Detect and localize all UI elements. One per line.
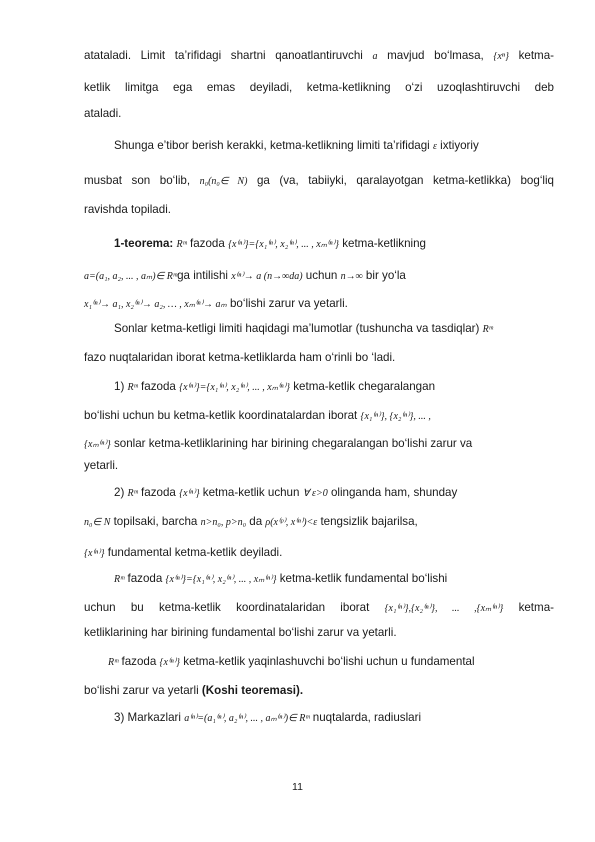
text-span: fazo nuqtalaridan iborat ketma-ketliklarda ham o‘rinli bo ‘ladi.	[84, 351, 396, 364]
text-span: sonlar ketma-ketliklarining har birining chegaralangan bo‘lishi zarur va	[110, 437, 473, 450]
math-expression: Rᵐ	[114, 574, 125, 585]
math-expression: n>n₀, p>n₀	[200, 517, 247, 528]
text-line	[84, 48, 554, 64]
text-span: mavjud bo‘lmasa,	[377, 49, 494, 62]
text-span: bo‘lishi zarur va yetarli	[84, 684, 202, 697]
text-line	[84, 683, 554, 698]
text-span: tengsizlik bajarilsa,	[317, 515, 418, 528]
text-line	[84, 458, 554, 473]
math-expression: ∀ ε>0	[302, 488, 328, 499]
text-span: da	[246, 515, 266, 528]
page-number: 11	[292, 781, 303, 793]
text-span: ketma-ketlik chegaralangan	[290, 380, 436, 393]
math-expression: Rᵐ	[482, 324, 493, 335]
text-line	[84, 296, 554, 312]
text-line	[84, 173, 554, 189]
text-span: fundamental ketma-ketlik deyiladi.	[104, 546, 283, 559]
text-span: ketma-	[508, 49, 555, 62]
text-span: atataladi. Limit ta’rifidagi shartni qanoatlantiruvchi	[84, 49, 373, 62]
text-span: fazoda	[186, 237, 229, 250]
text-span: Sonlar ketma-ketligi limiti haqidagi ma’lumotlar (tushuncha va tasdiqlar)	[114, 322, 483, 335]
math-expression: n₀∈ N	[84, 517, 111, 528]
text-line	[84, 408, 554, 424]
text-span: ketlik limitga ega emas deyiladi, ketma-ketlikning o‘zi uzoqlashtiruvchi deb	[84, 81, 554, 94]
math-expression: {x⁽ⁿ⁾}	[159, 657, 181, 668]
math-expression: x⁽ⁿ⁾→ a (n→∞da)	[231, 271, 303, 282]
text-span: ketma-	[503, 601, 554, 614]
text-span: uchun bu ketma-ketlik koordinatalaridan iborat	[84, 601, 385, 614]
math-expression: {x⁽ⁿ⁾}	[84, 548, 105, 559]
text-line	[114, 138, 554, 154]
math-expression: Rᵐ	[127, 488, 138, 499]
text-line	[114, 485, 554, 501]
text-line	[84, 106, 554, 121]
text-line	[114, 710, 554, 726]
text-span: ixtiyoriy	[436, 139, 479, 152]
text-line	[114, 236, 554, 252]
math-expression: a	[372, 51, 378, 62]
text-line	[84, 268, 554, 284]
math-expression: {x₁⁽ⁿ⁾}, {x₂⁽ⁿ⁾}, ... ,	[360, 411, 431, 422]
math-expression: {x⁽ⁿ⁾}={x₁⁽ⁿ⁾, x₂⁽ⁿ⁾, ... , xₘ⁽ⁿ⁾}	[165, 574, 277, 585]
text-span: fazoda	[137, 486, 180, 499]
text-span: uchun	[302, 269, 341, 282]
text-line	[114, 379, 554, 395]
math-expression: ε	[432, 141, 437, 152]
text-span: ga intilishi	[177, 269, 232, 282]
text-line	[84, 436, 554, 452]
text-line	[84, 625, 554, 640]
text-span: 2)	[114, 486, 128, 499]
text-line	[114, 321, 554, 337]
text-span: ravishda topiladi.	[84, 203, 172, 216]
text-span: topilsaki, barcha	[110, 515, 201, 528]
text-span: ketma-ketlik yaqinlashuvchi bo‘lishi uchun u fundamental	[180, 655, 475, 668]
math-expression: {x⁽ⁿ⁾}={x₁⁽ⁿ⁾, x₂⁽ⁿ⁾, ... , xₘ⁽ⁿ⁾}	[179, 382, 291, 393]
text-span: ga (va, tabiiyki, qaralayotgan ketma-ketlikka) bog‘liq	[247, 174, 555, 187]
math-expression: x₁⁽ⁿ⁾→ a₁, x₂⁽ⁿ⁾→ a₂, … , xₘ⁽ⁿ⁾→ aₘ	[84, 299, 227, 310]
math-expression: {x⁽ⁿ⁾}={x₁⁽ⁿ⁾, x₂⁽ⁿ⁾, ... , xₘ⁽ⁿ⁾}	[228, 239, 339, 250]
math-expression: {xₘ⁽ⁿ⁾}	[84, 439, 111, 450]
text-span: 1-teorema:	[114, 237, 174, 250]
text-line	[84, 545, 554, 561]
text-span: bo‘lishi zarur va yetarli.	[226, 297, 348, 310]
text-span: 1)	[114, 380, 128, 393]
math-expression: Rᵐ	[127, 382, 138, 393]
text-span: fazoda	[137, 380, 180, 393]
text-line	[84, 202, 554, 217]
text-span: 3) Markazlari	[114, 711, 185, 724]
text-span: ketma-ketlik uchun	[199, 486, 303, 499]
text-span: fazoda	[118, 655, 160, 668]
text-span: Shunga e’tibor berish kerakki, ketma-ketlikning limiti ta’rifidagi	[114, 139, 433, 152]
text-span: ketma-ketlik fundamental bo‘lishi	[276, 572, 448, 585]
math-expression: {x⁽ⁿ⁾}	[179, 488, 200, 499]
text-span: fazoda	[124, 572, 166, 585]
text-span: bir yo‘la	[362, 269, 406, 282]
text-span: ketma-ketlikning	[339, 237, 426, 250]
text-span: ketliklarining har birining fundamental bo‘lishi zarur va yetarli.	[84, 626, 397, 639]
math-expression: Rᵐ	[176, 239, 187, 250]
math-expression: {xⁿ}	[493, 51, 509, 62]
text-span: ataladi.	[84, 107, 122, 120]
text-span: yetarli.	[84, 459, 119, 472]
math-expression: a=(a₁, a₂, ... , aₘ)∈ Rᵐ	[84, 271, 178, 282]
text-line	[114, 571, 554, 587]
math-expression: n→∞	[340, 271, 363, 282]
text-line	[84, 80, 554, 95]
math-expression: ρ(x⁽ᵖ⁾, x⁽ⁿ⁾)<ε	[265, 517, 318, 528]
text-span: nuqtalarda, radiuslari	[309, 711, 422, 724]
text-span: bo‘lishi uchun bu ketma-ketlik koordinatalardan iborat	[84, 409, 361, 422]
text-line	[108, 654, 554, 670]
math-expression: a⁽ⁿ⁾=(a₁⁽ⁿ⁾, a₂⁽ⁿ⁾, ... , aₘ⁽ⁿ⁾)∈ Rᵐ	[184, 713, 310, 724]
math-expression: {x₁⁽ⁿ⁾},{x₂⁽ⁿ⁾}, ... ,{xₘ⁽ⁿ⁾}	[384, 603, 504, 614]
text-line	[84, 350, 554, 365]
text-line	[84, 514, 554, 530]
math-expression: Rᵐ	[108, 657, 119, 668]
math-expression: n₀(n₀∈ N)	[199, 176, 248, 187]
text-line	[84, 600, 554, 616]
text-span: olinganda ham, shunday	[327, 486, 458, 499]
text-span: musbat son bo‘lib,	[84, 174, 200, 187]
text-span: (Koshi teoremasi).	[201, 684, 304, 697]
